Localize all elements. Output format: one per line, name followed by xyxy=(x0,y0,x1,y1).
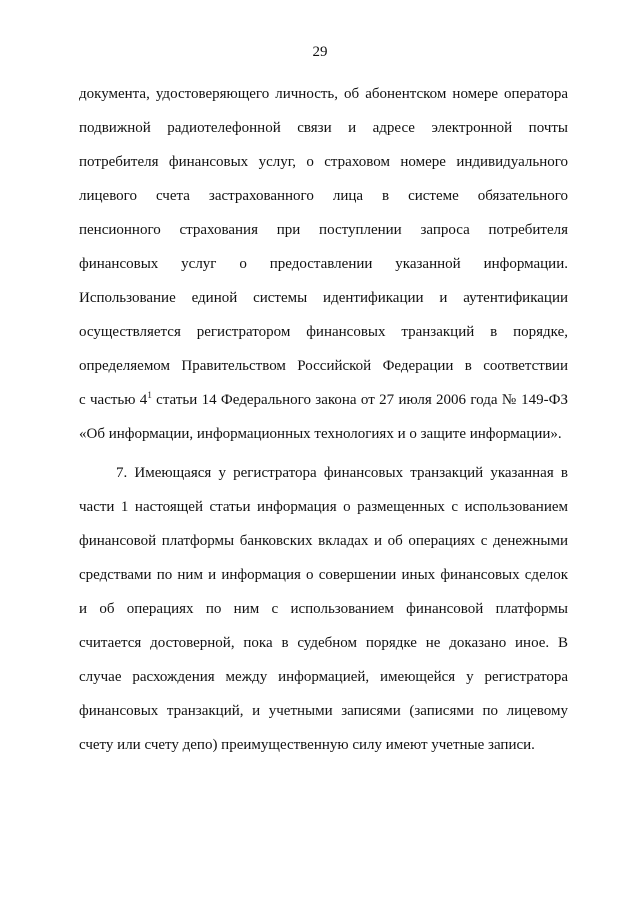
superscript: 1 xyxy=(147,390,152,400)
text-line: счету или счету депо) преимущественную силу имеют учетные записи. xyxy=(79,737,535,753)
text-line: потребителя финансовых услуг, о страховом номере индивидуального xyxy=(79,154,568,170)
text-line: финансовых услуг о предоставлении указанной информации. xyxy=(79,256,568,272)
text-line xyxy=(79,391,568,409)
text-segment: статьи 14 Федерального закона от 27 июля 2006 года № 149-ФЗ xyxy=(151,392,568,408)
text-line: пенсионного страхования при поступлении запроса потребителя xyxy=(79,222,568,238)
text-line: «Об информации, информационных технологиях и о защите информации». xyxy=(79,426,562,442)
text-line: Использование единой системы идентификации и аутентификации xyxy=(79,290,568,306)
text-line: осуществляется регистратором финансовых транзакций в порядке, xyxy=(79,324,568,340)
page-number: 29 xyxy=(312,44,328,60)
text-line: подвижной радиотелефонной связи и адресе электронной почты xyxy=(79,120,568,136)
text-line: случае расхождения между информацией, имеющейся у регистратора xyxy=(79,669,568,685)
text-line: лицевого счета застрахованного лица в системе обязательного xyxy=(79,188,568,204)
text-line: финансовых транзакций, и учетными записями (записями по лицевому xyxy=(79,703,568,719)
text-line: документа, удостоверяющего личность, об абонентском номере оператора xyxy=(79,86,568,102)
text-line: считается достоверной, пока в судебном порядке не доказано иное. В xyxy=(79,635,568,651)
text-line: финансовой платформы банковских вкладах и об операциях с денежными xyxy=(79,533,568,549)
text-line: определяемом Правительством Российской Федерации в соответствии xyxy=(79,358,568,374)
text-line: части 1 настоящей статьи информация о размещенных с использованием xyxy=(79,499,568,515)
text-line: и об операциях по ним с использованием финансовой платформы xyxy=(79,601,568,617)
text-line: 7. Имеющаяся у регистратора финансовых транзакций указанная в xyxy=(116,465,568,481)
text-segment: с частью 4 xyxy=(79,392,148,408)
text-line: средствами по ним и информация о совершении иных финансовых сделок xyxy=(79,567,568,583)
